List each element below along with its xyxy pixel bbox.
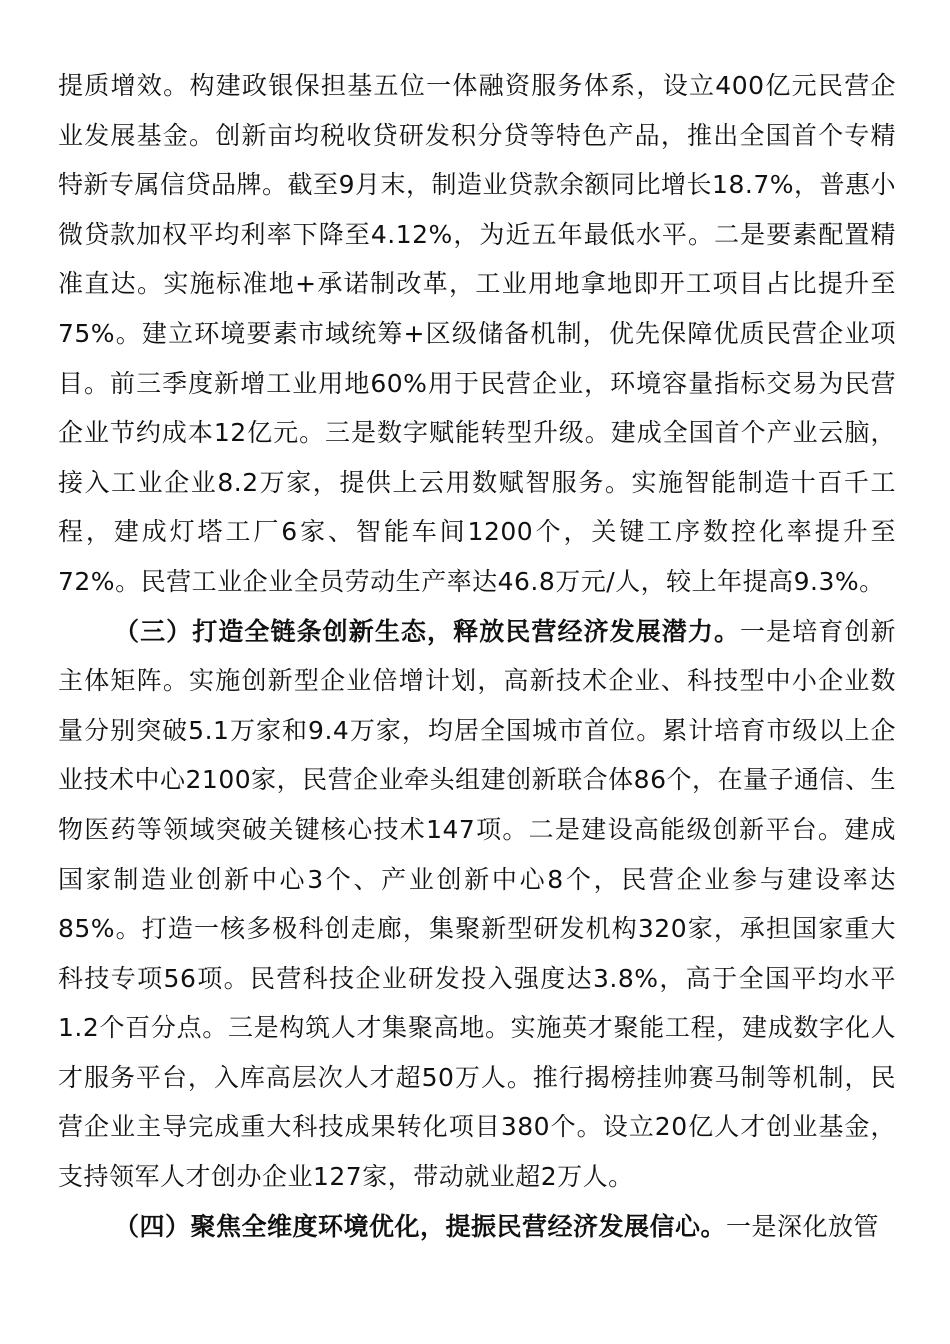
section-heading-3: （三）打造全链条创新生态，释放民营经济发展潜力。 — [114, 616, 741, 646]
paragraph-financing — [58, 61, 896, 607]
paragraph-body: 一是深化放管 — [726, 1211, 880, 1241]
paragraph-body: 提质增效。构建政银保担基五位一体融资服务体系，设立400亿元民营企业发展基金。创新亩均税收贷研发积分贷等特色产品，推出全国首个专精特新专属信贷品牌。截至9月末，制造业贷款余额同比增长18.7%，普惠小微贷款加权平均利率下降至4.12%，为近五年最低水平。二是要素配置精准直达。实施标准地+承诺制改革，工业用地拿地即开工项目占比提升至75%。建立环境要素市域统筹+区级储备机制，优先保障优质民营企业项目。前三季度新增工业用地60%用于民营企业，环境容量指标交易为民营企业节约成本12亿元。三是数字赋能转型升级。建成全国首个产业云脑，接入工业企业8.2万家，提供上云用数赋智服务。实施智能制造十百千工程，建成灯塔工厂6家、智能车间1200个，关键工序数控化率提升至72%。民营工业企业全员劳动生产率达46.8万元/人，较上年提高9.3%。 — [58, 71, 896, 596]
paragraph-innovation — [58, 607, 896, 1202]
paragraph-body: 一是培育创新主体矩阵。实施创新型企业倍增计划，高新技术企业、科技型中小企业数量分别突破5.1万家和9.4万家，均居全国城市首位。累计培育市级以上企业技术中心2100家，民营企业牵头组建创新联合体86个，在量子通信、生物医药等领域突破关键核心技术147项。二是建设高能级创新平台。建成国家制造业创新中心3个、产业创新中心8个，民营企业参与建设率达85%。打造一核多极科创走廊，集聚新型研发机构320家，承担国家重大科技专项56项。民营科技企业研发投入强度达3.8%，高于全国平均水平1.2个百分点。三是构筑人才集聚高地。实施英才聚能工程，建成数字化人才服务平台，入库高层次人才超50万人。推行揭榜挂帅赛马制等机制，民营企业主导完成重大科技成果转化项目380个。设立20亿人才创业基金，支持领军人才创办企业127家，带动就业超2万人。 — [58, 616, 896, 1192]
paragraph-environment — [58, 1202, 896, 1252]
section-heading-4: （四）聚焦全维度环境优化，提振民营经济发展信心。 — [114, 1211, 727, 1241]
document-page — [58, 61, 896, 1251]
